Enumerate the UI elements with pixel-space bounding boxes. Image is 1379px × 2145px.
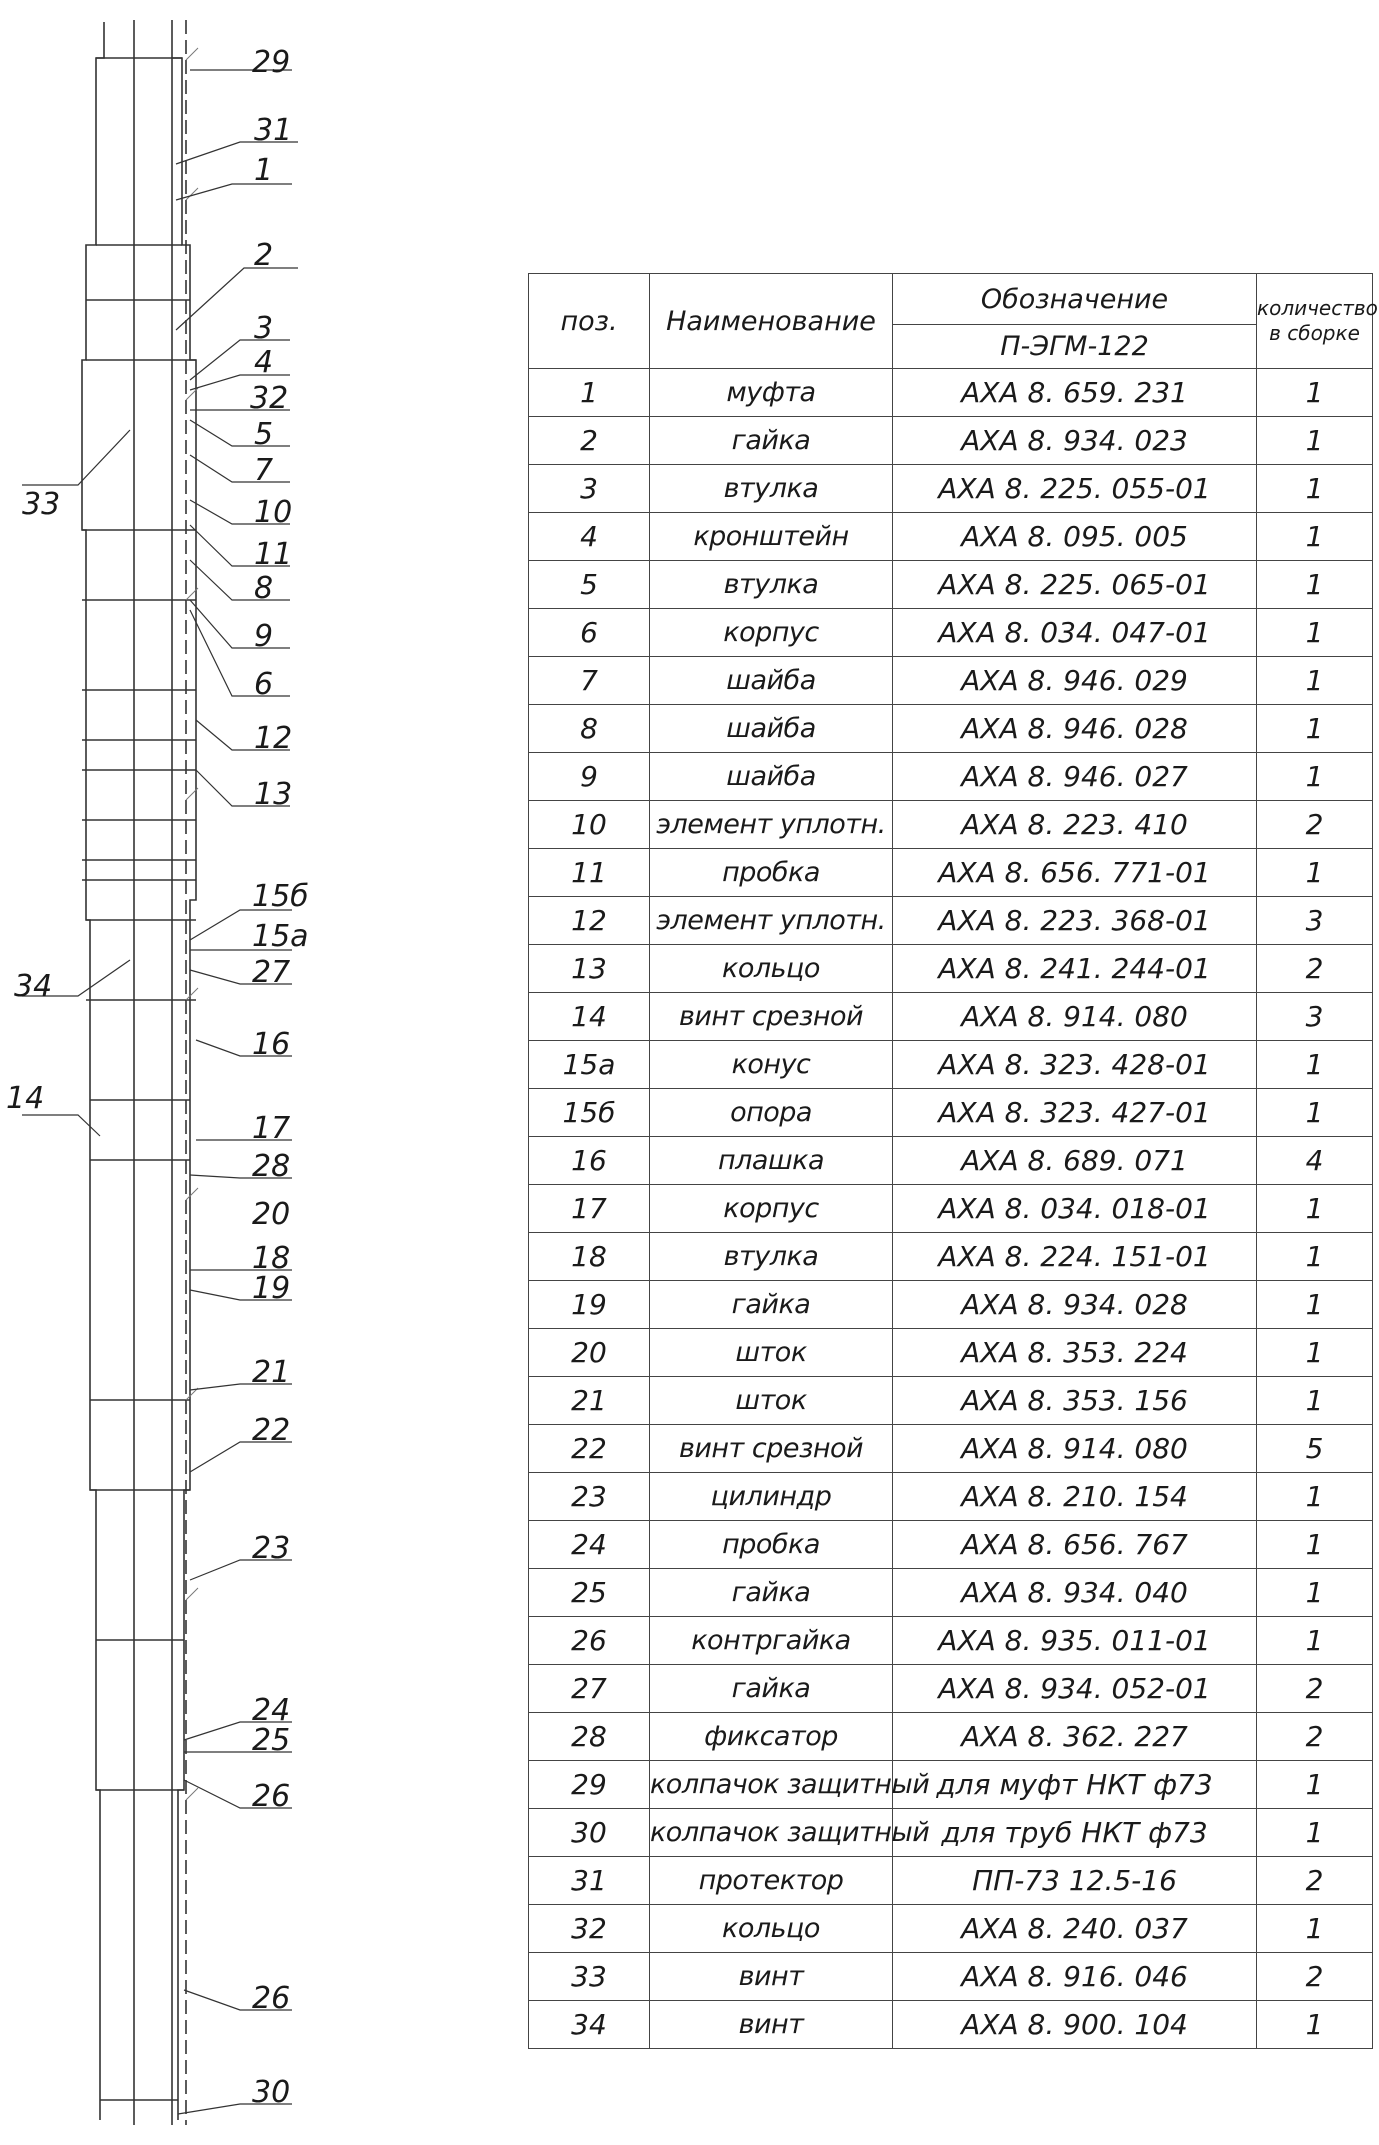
cell-pos: 29 bbox=[529, 1761, 650, 1809]
cell-code: АХА 8. 210. 154 bbox=[893, 1473, 1257, 1521]
table-row bbox=[529, 465, 1373, 513]
cell-name: пробка bbox=[650, 1521, 893, 1569]
cell-pos: 3 bbox=[529, 465, 650, 513]
cell-pos: 30 bbox=[529, 1809, 650, 1857]
table-row bbox=[529, 945, 1373, 993]
cell-qty: 4 bbox=[1257, 1137, 1373, 1185]
cell-code: для труб НКТ ф73 bbox=[893, 1809, 1257, 1857]
table-row bbox=[529, 1569, 1373, 1617]
cell-code: АХА 8. 946. 028 bbox=[893, 705, 1257, 753]
cell-pos: 12 bbox=[529, 897, 650, 945]
callout-34: 34 bbox=[14, 969, 53, 1004]
callout-9: 9 bbox=[254, 619, 274, 654]
callout-5: 5 bbox=[254, 417, 274, 452]
cell-pos: 17 bbox=[529, 1185, 650, 1233]
table-row bbox=[529, 369, 1373, 417]
callout-32: 32 bbox=[250, 381, 289, 416]
callout-27: 27 bbox=[252, 955, 291, 990]
callout-11: 11 bbox=[254, 537, 293, 572]
cell-name: шайба bbox=[650, 753, 893, 801]
cell-name: кольцо bbox=[650, 945, 893, 993]
cell-code: АХА 8. 934. 028 bbox=[893, 1281, 1257, 1329]
table-row bbox=[529, 1809, 1373, 1857]
table-row bbox=[529, 1521, 1373, 1569]
cell-code: ПП-73 12.5-16 bbox=[893, 1857, 1257, 1905]
callout-1: 1 bbox=[254, 153, 274, 188]
cell-qty: 1 bbox=[1257, 1329, 1373, 1377]
cell-code: АХА 8. 934. 023 bbox=[893, 417, 1257, 465]
parts-specification-table bbox=[528, 273, 1378, 2049]
cell-pos: 15б bbox=[529, 1089, 650, 1137]
cell-qty: 3 bbox=[1257, 897, 1373, 945]
cell-pos: 24 bbox=[529, 1521, 650, 1569]
cell-pos: 33 bbox=[529, 1953, 650, 2001]
table-row bbox=[529, 1089, 1373, 1137]
cell-pos: 25 bbox=[529, 1569, 650, 1617]
cell-name: гайка bbox=[650, 1281, 893, 1329]
cell-pos: 8 bbox=[529, 705, 650, 753]
callout-3: 3 bbox=[254, 311, 274, 346]
cell-code: АХА 8. 225. 055-01 bbox=[893, 465, 1257, 513]
callout-labels bbox=[6, 45, 309, 2110]
cell-code: АХА 8. 914. 080 bbox=[893, 993, 1257, 1041]
cell-code: АХА 8. 223. 368-01 bbox=[893, 897, 1257, 945]
cell-pos: 13 bbox=[529, 945, 650, 993]
cell-name: шайба bbox=[650, 657, 893, 705]
table-row bbox=[529, 1953, 1373, 2001]
tool-body bbox=[82, 20, 196, 2125]
cell-code: АХА 8. 353. 224 bbox=[893, 1329, 1257, 1377]
cell-code: АХА 8. 900. 104 bbox=[893, 2001, 1257, 2049]
cell-name: муфта bbox=[650, 369, 893, 417]
header-designation: Обозначение bbox=[893, 274, 1257, 325]
cell-pos: 5 bbox=[529, 561, 650, 609]
cell-pos: 4 bbox=[529, 513, 650, 561]
cell-name: колпачок защитный bbox=[650, 1809, 893, 1857]
cell-code: АХА 8. 034. 018-01 bbox=[893, 1185, 1257, 1233]
cell-name: втулка bbox=[650, 465, 893, 513]
table-row bbox=[529, 2001, 1373, 2049]
header-designation-sub: П-ЭГМ-122 bbox=[893, 325, 1257, 369]
cell-pos: 6 bbox=[529, 609, 650, 657]
cell-name: гайка bbox=[650, 1569, 893, 1617]
cell-code: АХА 8. 659. 231 bbox=[893, 369, 1257, 417]
callout-10: 10 bbox=[254, 495, 293, 530]
cell-qty: 1 bbox=[1257, 1233, 1373, 1281]
cell-name: втулка bbox=[650, 1233, 893, 1281]
callout-26-lower: 26 bbox=[252, 1981, 291, 2016]
cell-qty: 2 bbox=[1257, 801, 1373, 849]
cell-name: винт срезной bbox=[650, 993, 893, 1041]
cell-code: АХА 8. 656. 767 bbox=[893, 1521, 1257, 1569]
cell-qty: 1 bbox=[1257, 657, 1373, 705]
cell-name: винт срезной bbox=[650, 1425, 893, 1473]
cell-qty: 1 bbox=[1257, 753, 1373, 801]
cell-qty: 1 bbox=[1257, 705, 1373, 753]
cell-qty: 2 bbox=[1257, 1953, 1373, 2001]
cell-name: колпачок защитный bbox=[650, 1761, 893, 1809]
callout-7: 7 bbox=[254, 453, 274, 488]
cell-pos: 23 bbox=[529, 1473, 650, 1521]
header-qty: количество в сборке bbox=[1257, 274, 1373, 369]
table-row bbox=[529, 1329, 1373, 1377]
cell-qty: 1 bbox=[1257, 369, 1373, 417]
cell-code: АХА 8. 935. 011-01 bbox=[893, 1617, 1257, 1665]
cell-code: АХА 8. 224. 151-01 bbox=[893, 1233, 1257, 1281]
cell-pos: 34 bbox=[529, 2001, 650, 2049]
cell-pos: 18 bbox=[529, 1233, 650, 1281]
cell-qty: 1 bbox=[1257, 849, 1373, 897]
callout-17: 17 bbox=[252, 1111, 291, 1146]
cell-code: АХА 8. 095. 005 bbox=[893, 513, 1257, 561]
table-row bbox=[529, 1137, 1373, 1185]
cell-pos: 7 bbox=[529, 657, 650, 705]
cell-name: шток bbox=[650, 1329, 893, 1377]
cell-pos: 15а bbox=[529, 1041, 650, 1089]
cell-name: протектор bbox=[650, 1857, 893, 1905]
callout-31: 31 bbox=[254, 113, 293, 148]
table-row bbox=[529, 1185, 1373, 1233]
table-row bbox=[529, 705, 1373, 753]
cell-pos: 2 bbox=[529, 417, 650, 465]
cell-qty: 1 bbox=[1257, 1185, 1373, 1233]
cell-pos: 9 bbox=[529, 753, 650, 801]
callout-28: 28 bbox=[252, 1149, 291, 1184]
cell-pos: 11 bbox=[529, 849, 650, 897]
header-name: Наименование bbox=[650, 274, 893, 369]
cell-qty: 1 bbox=[1257, 1521, 1373, 1569]
cell-name: элемент уплотн. bbox=[650, 801, 893, 849]
table-row bbox=[529, 1233, 1373, 1281]
callout-33: 33 bbox=[22, 487, 61, 522]
cell-qty: 1 bbox=[1257, 1809, 1373, 1857]
callout-12: 12 bbox=[254, 721, 293, 756]
table-row bbox=[529, 1473, 1373, 1521]
table-row bbox=[529, 657, 1373, 705]
callout-2: 2 bbox=[254, 238, 274, 273]
callout-4: 4 bbox=[254, 345, 274, 380]
table-row bbox=[529, 753, 1373, 801]
callout-30: 30 bbox=[252, 2075, 291, 2110]
callout-13: 13 bbox=[254, 777, 293, 812]
cell-qty: 1 bbox=[1257, 1617, 1373, 1665]
cell-code: АХА 8. 241. 244-01 bbox=[893, 945, 1257, 993]
table-row bbox=[529, 417, 1373, 465]
cell-pos: 28 bbox=[529, 1713, 650, 1761]
cell-name: контргайка bbox=[650, 1617, 893, 1665]
cell-pos: 10 bbox=[529, 801, 650, 849]
cell-name: корпус bbox=[650, 1185, 893, 1233]
callout-21: 21 bbox=[252, 1355, 291, 1390]
cell-code: АХА 8. 946. 027 bbox=[893, 753, 1257, 801]
cell-qty: 2 bbox=[1257, 1713, 1373, 1761]
callout-22: 22 bbox=[252, 1413, 291, 1448]
callout-15a: 15а bbox=[252, 919, 309, 954]
table-row bbox=[529, 1905, 1373, 1953]
callout-26: 26 bbox=[252, 1779, 291, 1814]
cell-code: АХА 8. 240. 037 bbox=[893, 1905, 1257, 1953]
table-row bbox=[529, 1425, 1373, 1473]
cell-pos: 26 bbox=[529, 1617, 650, 1665]
callout-8: 8 bbox=[254, 571, 274, 606]
cell-name: пробка bbox=[650, 849, 893, 897]
table-row bbox=[529, 1857, 1373, 1905]
cell-name: корпус bbox=[650, 609, 893, 657]
table-row bbox=[529, 849, 1373, 897]
cell-qty: 1 bbox=[1257, 609, 1373, 657]
cell-code: АХА 8. 323. 428-01 bbox=[893, 1041, 1257, 1089]
header-pos: поз. bbox=[529, 274, 650, 369]
cell-code: АХА 8. 362. 227 bbox=[893, 1713, 1257, 1761]
callout-23: 23 bbox=[252, 1531, 291, 1566]
table-row bbox=[529, 513, 1373, 561]
cell-qty: 1 bbox=[1257, 513, 1373, 561]
callout-24: 24 bbox=[252, 1693, 291, 1728]
cell-code: АХА 8. 223. 410 bbox=[893, 801, 1257, 849]
cell-pos: 16 bbox=[529, 1137, 650, 1185]
cell-qty: 2 bbox=[1257, 1857, 1373, 1905]
cell-code: АХА 8. 916. 046 bbox=[893, 1953, 1257, 2001]
cell-code: АХА 8. 225. 065-01 bbox=[893, 561, 1257, 609]
cell-pos: 22 bbox=[529, 1425, 650, 1473]
cell-qty: 2 bbox=[1257, 1665, 1373, 1713]
table-row bbox=[529, 801, 1373, 849]
cell-pos: 14 bbox=[529, 993, 650, 1041]
table-row bbox=[529, 897, 1373, 945]
cell-pos: 19 bbox=[529, 1281, 650, 1329]
cell-qty: 1 bbox=[1257, 417, 1373, 465]
cell-qty: 1 bbox=[1257, 1089, 1373, 1137]
cell-code: АХА 8. 934. 052-01 bbox=[893, 1665, 1257, 1713]
cell-name: гайка bbox=[650, 417, 893, 465]
cell-name: плашка bbox=[650, 1137, 893, 1185]
cell-qty: 1 bbox=[1257, 1905, 1373, 1953]
cell-qty: 1 bbox=[1257, 561, 1373, 609]
callout-6: 6 bbox=[254, 667, 274, 702]
table-row bbox=[529, 561, 1373, 609]
cell-qty: 1 bbox=[1257, 1377, 1373, 1425]
cell-qty: 1 bbox=[1257, 2001, 1373, 2049]
callout-18: 18 bbox=[252, 1241, 291, 1276]
callout-19: 19 bbox=[252, 1271, 291, 1306]
cell-name: кольцо bbox=[650, 1905, 893, 1953]
callout-14: 14 bbox=[6, 1081, 45, 1116]
cell-name: шток bbox=[650, 1377, 893, 1425]
cell-name: гайка bbox=[650, 1665, 893, 1713]
cell-code: АХА 8. 656. 771-01 bbox=[893, 849, 1257, 897]
cell-qty: 1 bbox=[1257, 465, 1373, 513]
cell-code: АХА 8. 323. 427-01 bbox=[893, 1089, 1257, 1137]
cell-qty: 1 bbox=[1257, 1041, 1373, 1089]
table-row bbox=[529, 609, 1373, 657]
table-row bbox=[529, 1041, 1373, 1089]
cell-name: винт bbox=[650, 2001, 893, 2049]
table-row bbox=[529, 1377, 1373, 1425]
cell-name: элемент уплотн. bbox=[650, 897, 893, 945]
table-row bbox=[529, 1281, 1373, 1329]
cell-qty: 3 bbox=[1257, 993, 1373, 1041]
cell-pos: 20 bbox=[529, 1329, 650, 1377]
cell-code: АХА 8. 689. 071 bbox=[893, 1137, 1257, 1185]
cell-code: АХА 8. 914. 080 bbox=[893, 1425, 1257, 1473]
cell-code: АХА 8. 034. 047-01 bbox=[893, 609, 1257, 657]
cell-name: винт bbox=[650, 1953, 893, 2001]
cell-code: АХА 8. 946. 029 bbox=[893, 657, 1257, 705]
table-row bbox=[529, 1713, 1373, 1761]
cell-qty: 5 bbox=[1257, 1425, 1373, 1473]
cell-qty: 2 bbox=[1257, 945, 1373, 993]
cell-pos: 32 bbox=[529, 1905, 650, 1953]
cell-code: АХА 8. 353. 156 bbox=[893, 1377, 1257, 1425]
table-row bbox=[529, 1617, 1373, 1665]
cell-name: кронштейн bbox=[650, 513, 893, 561]
cell-qty: 1 bbox=[1257, 1761, 1373, 1809]
cell-name: втулка bbox=[650, 561, 893, 609]
cell-pos: 21 bbox=[529, 1377, 650, 1425]
cell-name: опора bbox=[650, 1089, 893, 1137]
cell-name: фиксатор bbox=[650, 1713, 893, 1761]
cell-pos: 31 bbox=[529, 1857, 650, 1905]
callout-16: 16 bbox=[252, 1027, 291, 1062]
cell-qty: 1 bbox=[1257, 1569, 1373, 1617]
cell-code: для муфт НКТ ф73 bbox=[893, 1761, 1257, 1809]
cell-qty: 1 bbox=[1257, 1473, 1373, 1521]
assembly-drawing bbox=[0, 0, 330, 2145]
table-row bbox=[529, 1761, 1373, 1809]
cell-pos: 27 bbox=[529, 1665, 650, 1713]
cell-name: шайба bbox=[650, 705, 893, 753]
cell-pos: 1 bbox=[529, 369, 650, 417]
callout-15b: 15б bbox=[252, 879, 309, 914]
spec-rows bbox=[529, 369, 1373, 2049]
callout-25: 25 bbox=[252, 1723, 291, 1758]
cell-name: цилиндр bbox=[650, 1473, 893, 1521]
cell-name: конус bbox=[650, 1041, 893, 1089]
cell-qty: 1 bbox=[1257, 1281, 1373, 1329]
callout-20: 20 bbox=[252, 1197, 291, 1232]
table-row bbox=[529, 993, 1373, 1041]
cell-code: АХА 8. 934. 040 bbox=[893, 1569, 1257, 1617]
table-row bbox=[529, 1665, 1373, 1713]
callout-29: 29 bbox=[252, 45, 291, 80]
